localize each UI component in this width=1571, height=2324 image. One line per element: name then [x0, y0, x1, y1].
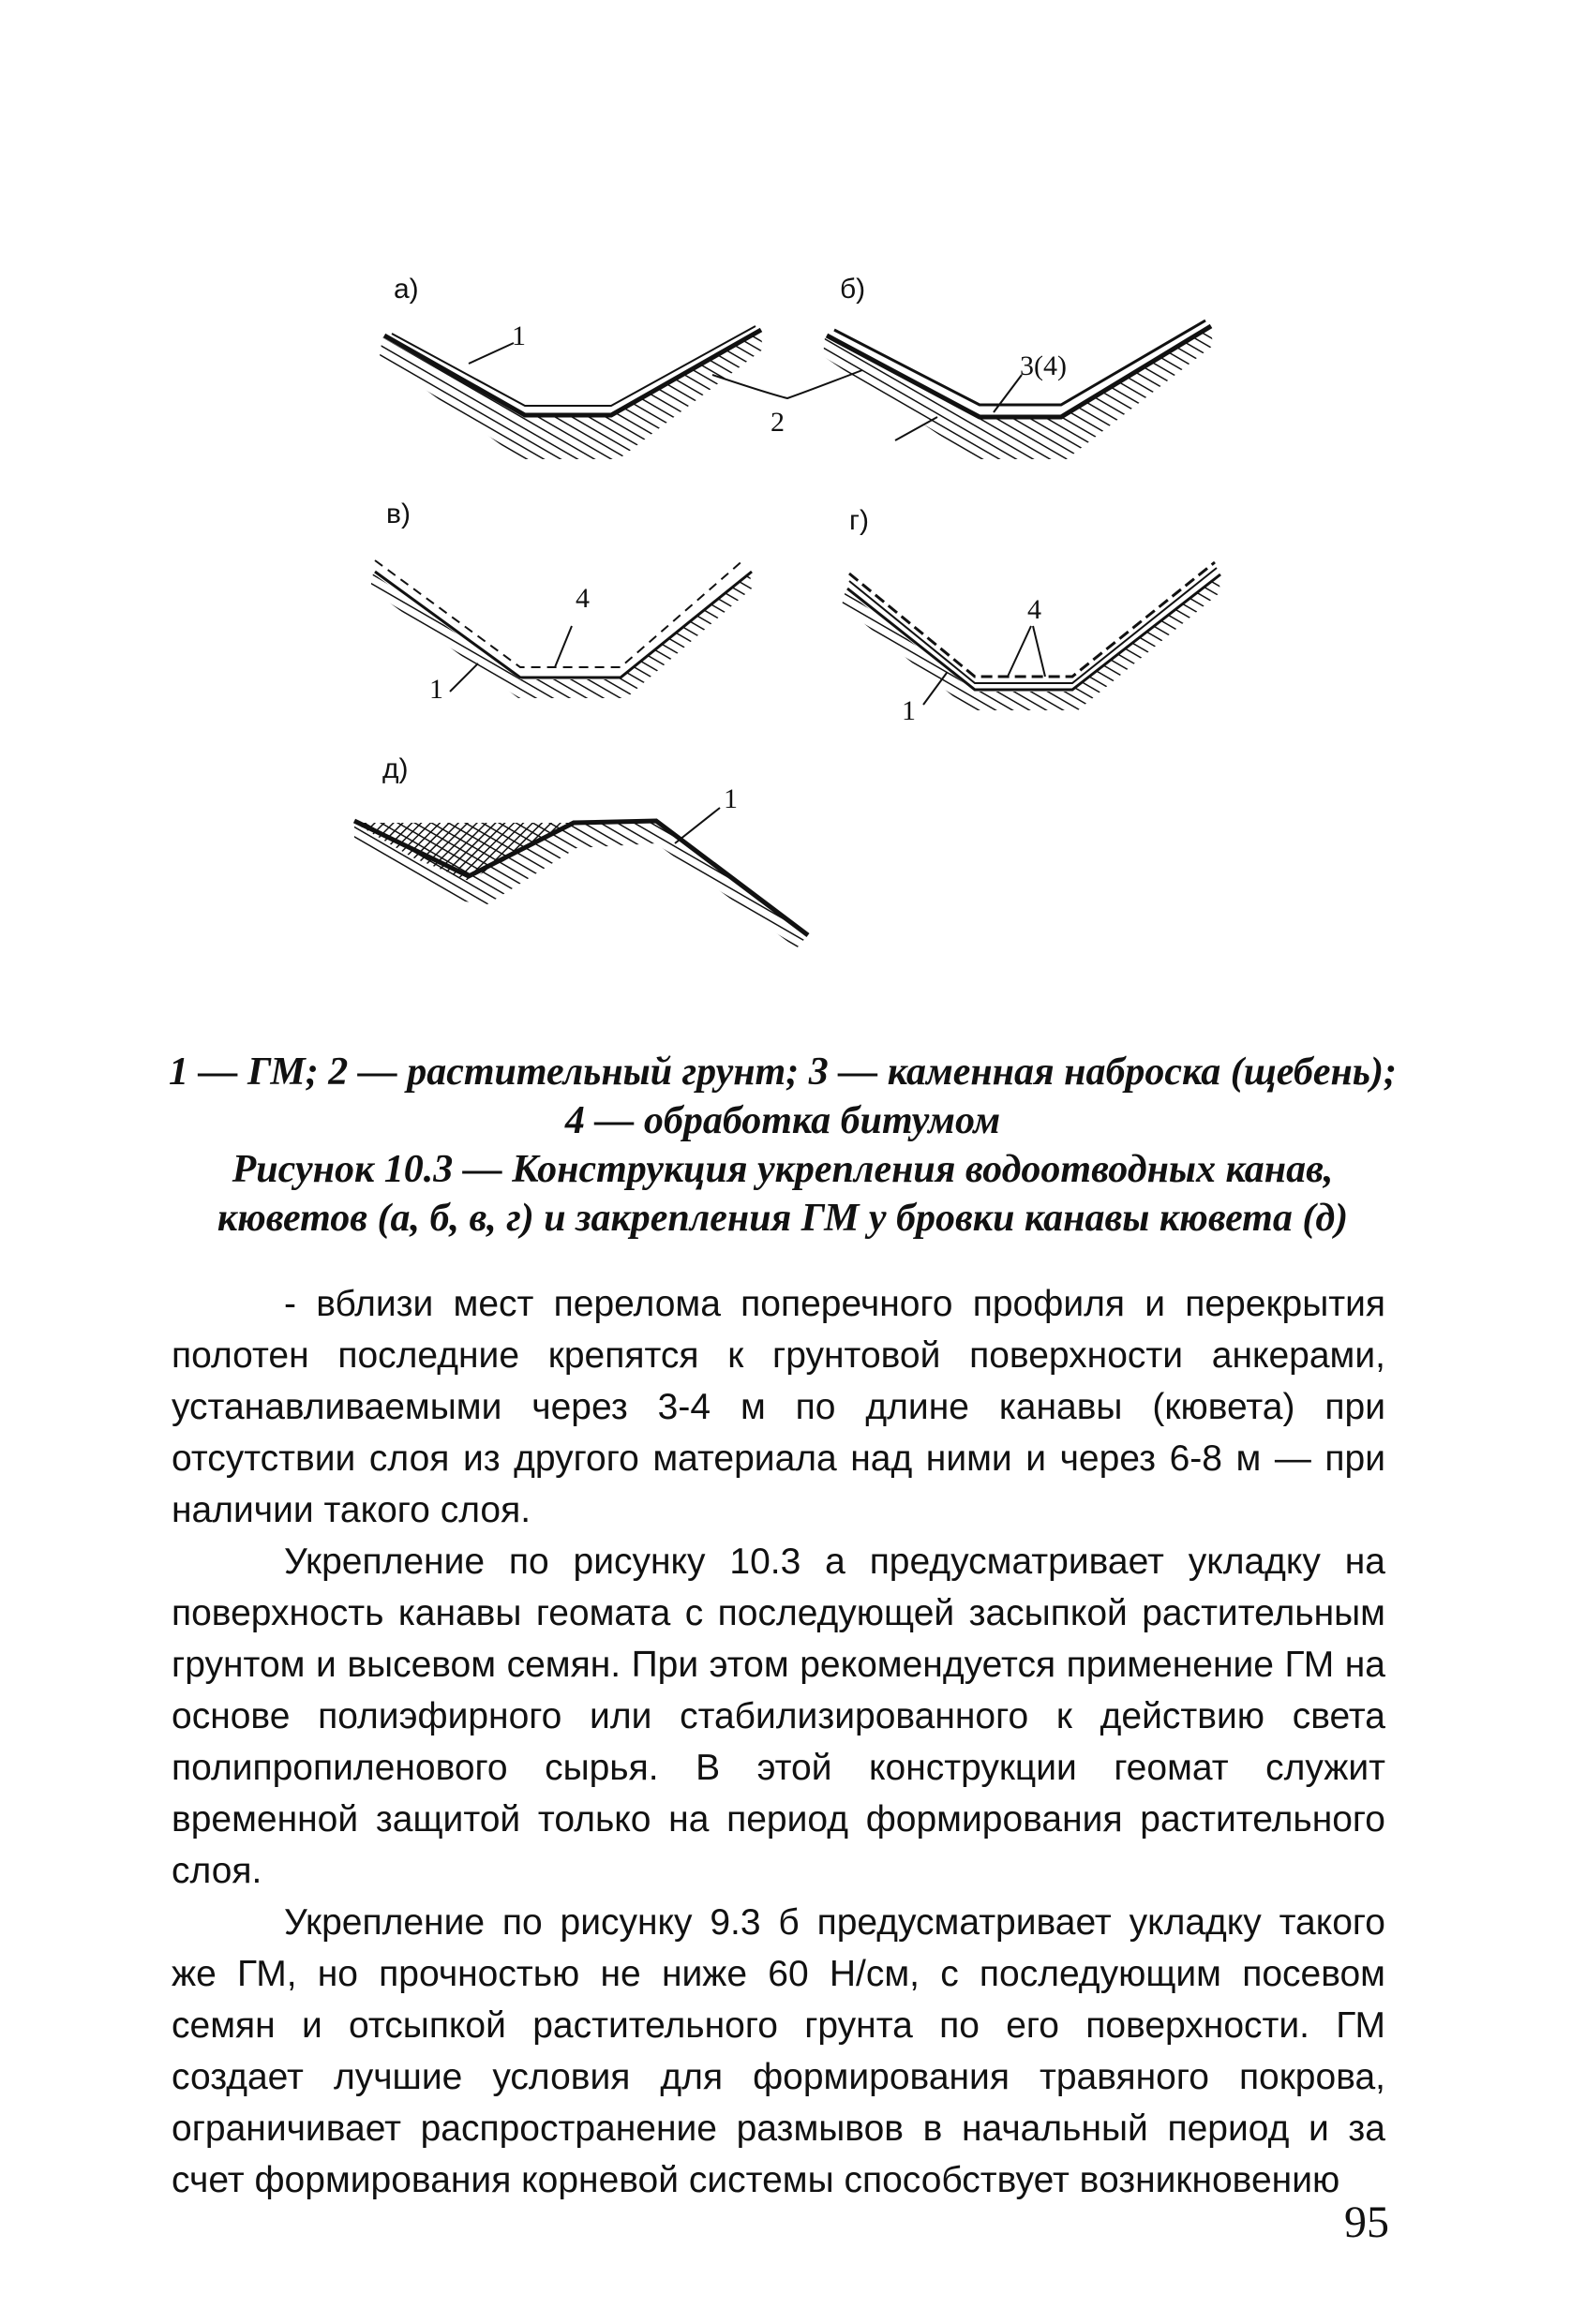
figure-legend-line-1: 1 — ГМ; 2 — растительный грунт; 3 — каменная наброска (щебень); — [169, 1050, 1397, 1094]
panel-g-label: г) — [849, 505, 869, 536]
page-number: 95 — [1344, 2197, 1389, 2247]
panel-v-label: в) — [386, 499, 411, 529]
panel-g-leader-4b — [1033, 626, 1045, 677]
panel-a-callout-1: 1 — [512, 320, 526, 351]
panel-v-callout-1: 1 — [429, 674, 443, 705]
panel-d-leader-1 — [675, 808, 720, 843]
paragraph-3: Укрепление по рисунку 9.3 б предусматривает укладку такого же ГМ, но прочностью не ниже 60 Н/см, с последующим посевом семян и отсыпкой растительного грунта по его поверхности. ГМ создает лучшие условия для формирования травяного покрова, ограничивает распространение размывов в начальный период и за счет формирования корневой системы способствует возникновению — [172, 1902, 1385, 2200]
panel-a-soil — [380, 333, 764, 459]
paragraph-2: Укрепление по рисунку 10.3 а предусматривает укладку на поверхность канавы геомата с последующей засыпкой растительным грунтом и высевом семян. При этом рекомендуется применение ГМ на основе полиэфирного или стабилизированного к действию света полипропиленового сырья. В этой конструкции геомат служит временной защитой только на период формирования растительного слоя. — [172, 1542, 1385, 1891]
figure-ditch-cross-sections — [0, 0, 1571, 1031]
panel-g-callout-1: 1 — [902, 695, 916, 726]
paragraph-1: - вблизи мест перелома поперечного профиля и перекрытия полотен последние крепятся к грунтовой поверхности анкерами, устанавливаемыми через 3-4 м по длине канавы (кювета) при отсутствии слоя из другого материала над ними и через 6-8 м — при наличии такого слоя. — [172, 1284, 1385, 1530]
panel-b-label: б) — [840, 274, 866, 305]
panel-v — [370, 499, 752, 705]
callout-2-number: 2 — [771, 407, 785, 438]
panel-v-leader-1 — [450, 663, 478, 692]
panel-b-callout-34: 3(4) — [1020, 350, 1067, 381]
callout-2-group — [712, 370, 862, 438]
panel-a-leader-1 — [469, 343, 514, 364]
panel-d-callout-1: 1 — [724, 783, 738, 814]
panel-b — [823, 274, 1214, 459]
panel-a-label: а) — [394, 274, 419, 305]
panel-d-label: д) — [382, 753, 409, 784]
panel-b-soil — [823, 328, 1214, 459]
panel-v-leader-4 — [555, 626, 572, 667]
panel-g-leader-4a — [1008, 626, 1031, 677]
panel-b-leader-34 — [994, 375, 1022, 412]
panel-g-callout-4: 4 — [1027, 594, 1041, 625]
panel-g — [842, 505, 1220, 726]
body-text — [172, 1278, 1385, 2206]
figure-title-line-1: Рисунок 10.3 — Конструкция укрепления водоотводных канав, — [232, 1148, 1334, 1191]
panel-v-soil — [370, 574, 752, 698]
panel-d — [354, 753, 808, 948]
figure-title-line-2: кюветов (а, б, в, г) и закрепления ГМ у бровки канавы кювета (д) — [217, 1197, 1349, 1240]
figure-legend-line-2: 4 — обработка битумом — [564, 1099, 1001, 1142]
panel-v-callout-4: 4 — [576, 583, 590, 614]
callout-2-leader — [712, 370, 862, 398]
panel-a — [380, 274, 764, 459]
